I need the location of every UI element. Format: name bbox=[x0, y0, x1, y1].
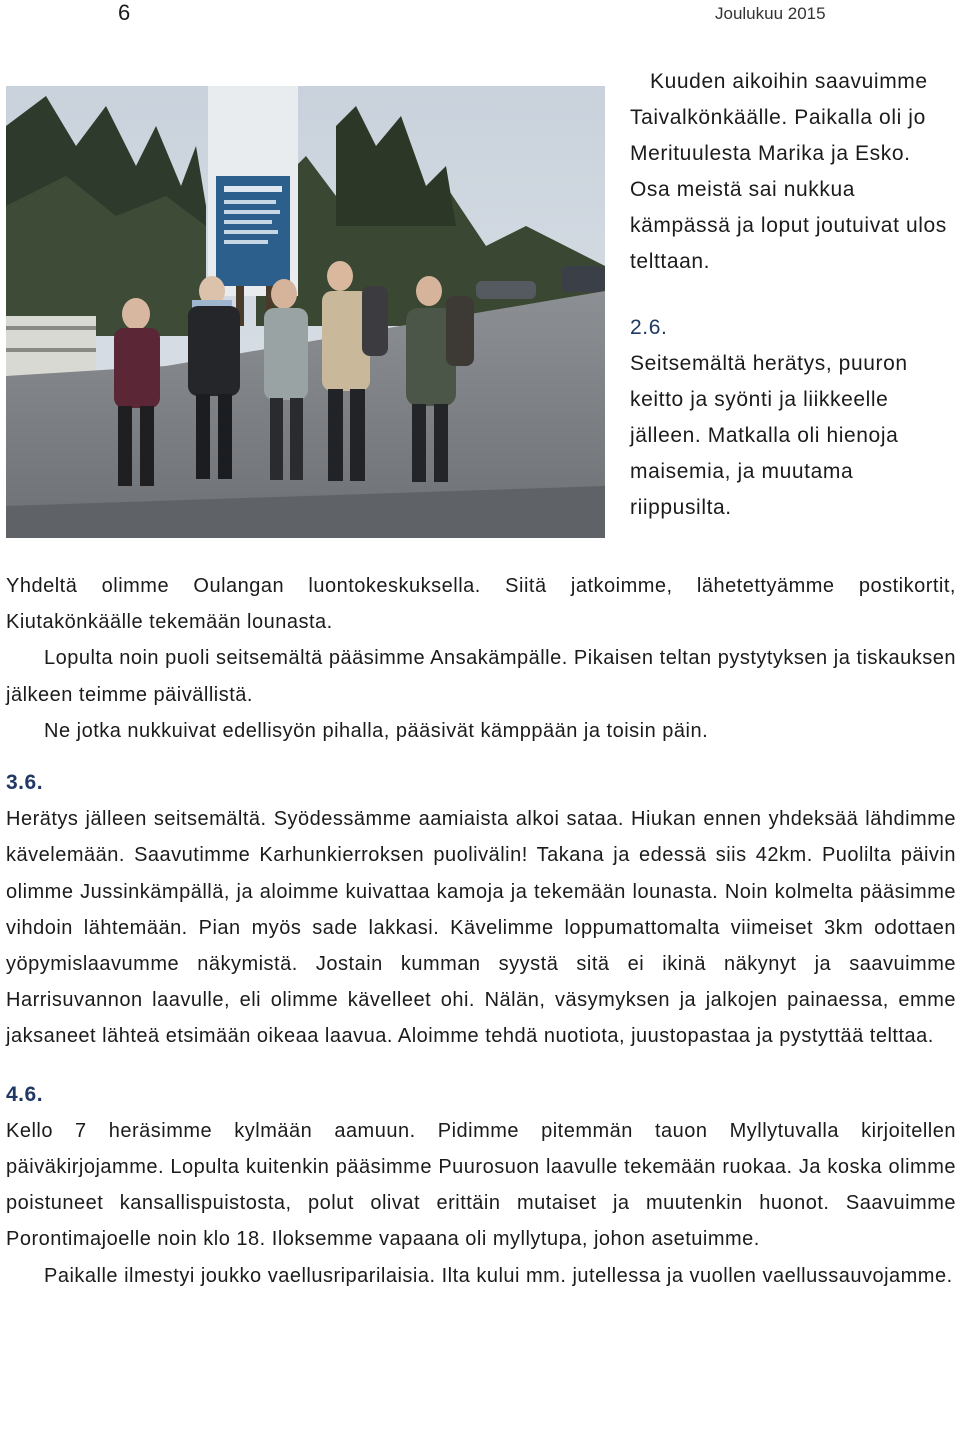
side-column bbox=[630, 64, 955, 526]
side-paragraph-morning: Seitsemältä herätys, puuron keitto ja syönti ja liikkeelle jälleen. Matkalla oli hienoja maisemia, ja muutama riippusilta. bbox=[630, 352, 908, 519]
paragraph-ansakampa: Lopulta noin puoli seitsemältä pääsimme Ansakämpälle. Pikaisen teltan pystytyksen ja tiskauksen jälkeen teimme päivällistä. bbox=[6, 647, 956, 706]
paragraph-day4: Kello 7 heräsimme kylmään aamuun. Pidimme pitemmän tauon Myllytuvalla kirjoitellen päiväkirjojamme. Lopulta kuitenkin pääsimme Puurosuon laavulle tekemään ruokaa. Ja koska olimme poistuneet kansallispuistosta, polut olivat erittäin mutaiset ja muutenkin huonot. Saavuimme Porontimajoelle noin klo 18. Iloksemme vapaana oli myllytupa, johon asetuimme. bbox=[6, 1119, 956, 1251]
issue-date: Joulukuu 2015 bbox=[715, 4, 826, 23]
paragraph-swap: Ne jotka nukkuivat edellisyön pihalla, pääsivät kämppään ja toisin päin. bbox=[44, 719, 709, 742]
paragraph-day3: Herätys jälleen seitsemältä. Syödessämme aamiaista alkoi sataa. Hiukan ennen yhdeksää lähdimme kävelemään. Saavutimme Karhunkierroksen puolivälin! Takana ja edessä siis 42km. Puolilta päivin olimme Jussinkämpällä, ja aloimme kuivattaa kamoja ja tekemään lounasta. Noin kolmelta pääsimme vihdoin lähtemään. Pian myös sade lakkasi. Kävelimme loppumattomalta viimeiset 3km odottaen yöpymislaavumme näkymistä. Jostain kumman syystä sitä ei ikinä näkynyt ja saavuimme Harrisuvannon laavulle, eli olimme kävelleet ohi. Nälän, väsymyksen ja jalkojen painaessa, emme jaksaneet lähteä etsimään oikeaa laavua. Aloimme tehdä nuotiota, juustopastaa ja pystyttää telttaa. bbox=[6, 808, 956, 1048]
group-photo bbox=[6, 86, 605, 538]
article-body bbox=[6, 568, 956, 1294]
date-heading-2-6: 2.6. bbox=[630, 316, 668, 339]
paragraph-oulanka: Yhdeltä olimme Oulangan luontokeskuksella. Siitä jatkoimme, lähetettyämme postikortit, Kiutakönkäälle tekemään lounasta. bbox=[6, 575, 956, 634]
paragraph-evening: Paikalle ilmestyi joukko vaellusriparilaisia. Ilta kului mm. jutellessa ja vuollen vaellussauvojamme. bbox=[44, 1264, 953, 1287]
page-number: 6 bbox=[118, 0, 131, 25]
date-heading-3-6: 3.6. bbox=[6, 771, 44, 795]
date-heading-4-6: 4.6. bbox=[6, 1082, 44, 1106]
side-paragraph-arrival: Kuuden aikoihin saavuimme Taivalkönkäälle. Paikalla oli jo Merituulesta Marika ja Esko. Osa meistä sai nukkua kämpässä ja loput joutuivat ulos telttaan. bbox=[630, 70, 947, 273]
